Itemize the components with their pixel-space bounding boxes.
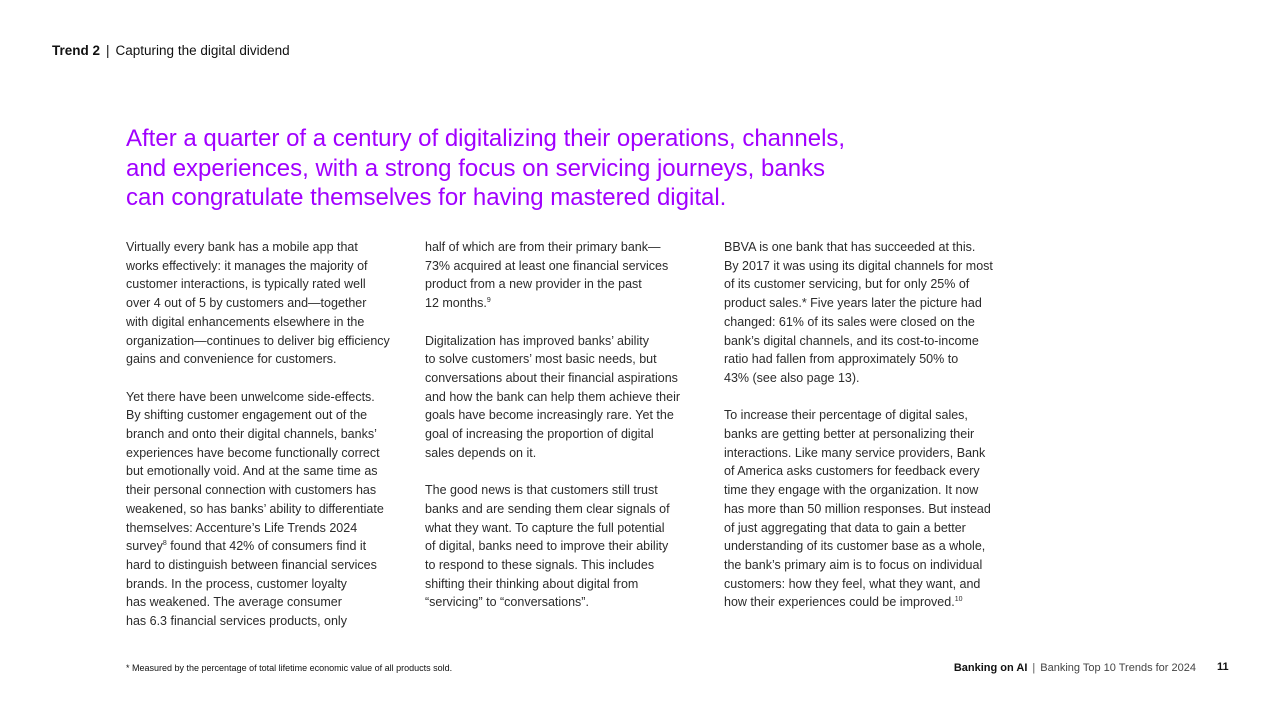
body-column-3: [724, 238, 1016, 631]
text-line: bank’s digital channels, and its cost-to-income: [724, 333, 979, 348]
text-line: of America asks customers for feedback every: [724, 464, 980, 479]
text-line: their personal connection with customers has: [126, 483, 377, 498]
text-line: of its customer servicing, but for only 25% of: [724, 277, 970, 292]
publication-title: Banking on AI: [953, 662, 1028, 674]
text-line: ratio had fallen from approximately 50% to: [724, 352, 959, 367]
text-line: with digital enhancements elsewhere in the: [126, 314, 365, 329]
trend-label: Trend 2: [52, 43, 101, 58]
section-title: Capturing the digital dividend: [115, 43, 290, 58]
text-line: [126, 537, 418, 556]
headline-line: After a quarter of a century of digitalizing their operations, channels,: [126, 125, 846, 152]
body-column-2: [425, 238, 717, 631]
text-line: sales depends on it.: [425, 445, 537, 460]
text-line: experiences have become functionally correct: [126, 445, 380, 460]
text-line: brands. In the process, customer loyalty: [126, 576, 347, 591]
footer-separator: |: [1032, 662, 1036, 674]
paragraph: [425, 238, 717, 313]
headline-line: and experiences, with a strong focus on servicing journeys, banks: [126, 154, 826, 182]
text-line: goals have become increasingly rare. Yet the: [425, 408, 674, 423]
headline: [126, 124, 886, 213]
publication-subtitle: Banking Top 10 Trends for 2024: [1040, 662, 1196, 674]
text-line: but emotionally void. And at the same time as: [126, 464, 378, 479]
text-line: 43% (see also page 13).: [724, 370, 860, 385]
text-line: what they want. To capture the full potential: [425, 520, 665, 535]
page-footer: [954, 662, 1196, 674]
paragraph: [724, 238, 1016, 388]
text-line: changed: 61% of its sales were closed on the: [724, 314, 975, 329]
text-line: customers: how they feel, what they want, and: [724, 576, 981, 591]
text-line: to respond to these signals. This includes: [425, 557, 655, 572]
text-line: shifting their thinking about digital from: [425, 576, 639, 591]
text-line: time they engage with the organization. It now: [724, 483, 979, 498]
paragraph: [425, 481, 717, 612]
text-line: The good news is that customers still trust: [425, 483, 658, 498]
text-line: Digitalization has improved banks’ ability: [425, 333, 649, 348]
headline-line: can congratulate themselves for having mastered digital.: [126, 184, 727, 211]
text-line: customer interactions, is typically rated well: [126, 277, 366, 292]
text-line: banks and are sending them clear signals of: [425, 501, 670, 516]
text-line: To increase their percentage of digital sales,: [724, 408, 968, 423]
text-fragment: how their experiences could be improved.: [724, 595, 955, 610]
text-line: conversations about their financial aspirations: [425, 370, 678, 385]
header-separator: |: [106, 43, 110, 58]
footnote-ref: 9: [486, 297, 491, 305]
paragraph: [126, 238, 418, 369]
text-line: [425, 294, 717, 313]
footnote: * Measured by the percentage of total lifetime economic value of all products sold.: [126, 663, 453, 673]
text-line: [724, 593, 1016, 612]
text-line: of just aggregating that data to gain a better: [724, 520, 966, 535]
text-line: works effectively: it manages the majority of: [126, 258, 368, 273]
text-line: has more than 50 million responses. But instead: [724, 501, 991, 516]
text-line: “servicing” to “conversations”.: [425, 595, 589, 610]
text-line: By 2017 it was using its digital channels for most: [724, 258, 993, 273]
text-line: over 4 out of 5 by customers and—together: [126, 296, 367, 311]
text-line: to solve customers’ most basic needs, but: [425, 352, 657, 367]
survey-text: survey: [126, 539, 163, 554]
text-line: of digital, banks need to improve their ability: [425, 539, 669, 554]
text-line: gains and convenience for customers.: [126, 352, 337, 367]
text-line: branch and onto their digital channels, banks’: [126, 427, 377, 442]
text-line: Yet there have been unwelcome side-effects.: [126, 389, 375, 404]
text-line: 73% acquired at least one financial services: [425, 258, 669, 273]
text-line: and how the bank can help them achieve their: [425, 389, 681, 404]
text-line: hard to distinguish between financial services: [126, 557, 377, 572]
text-line: product from a new provider in the past: [425, 277, 642, 292]
paragraph: [425, 332, 717, 463]
text-line: banks are getting better at personalizing their: [724, 427, 975, 442]
text-line: goal of increasing the proportion of digital: [425, 427, 654, 442]
text-line: half of which are from their primary bank—: [425, 240, 661, 254]
footnote-ref: 8: [162, 540, 167, 548]
text-line: BBVA is one bank that has succeeded at this.: [724, 240, 976, 254]
text-line: By shifting customer engagement out of the: [126, 408, 368, 423]
body-column-1: [126, 238, 418, 649]
text-fragment: 12 months.: [425, 296, 487, 311]
paragraph: [724, 406, 1016, 612]
text-line: organization—continues to deliver big efficiency: [126, 333, 390, 348]
paragraph: [126, 388, 418, 631]
text-line: interactions. Like many service providers, Bank: [724, 445, 986, 460]
text-line: Virtually every bank has a mobile app that: [126, 240, 358, 254]
text-line: understanding of its customer base as a whole,: [724, 539, 986, 554]
text-line: themselves: Accenture’s Life Trends 2024: [126, 520, 358, 535]
text-line: the bank’s primary aim is to focus on individual: [724, 557, 983, 572]
text-line: weakened, so has banks’ ability to differentiate: [126, 501, 384, 516]
text-line: product sales.* Five years later the picture had: [724, 296, 982, 311]
text-line: has weakened. The average consumer: [126, 595, 342, 610]
survey-text-continued: found that 42% of consumers find it: [166, 539, 367, 554]
page-number: 11: [1217, 661, 1229, 673]
page-header: [52, 43, 290, 58]
footnote-ref: 10: [954, 596, 963, 604]
text-line: has 6.3 financial services products, only: [126, 614, 347, 629]
